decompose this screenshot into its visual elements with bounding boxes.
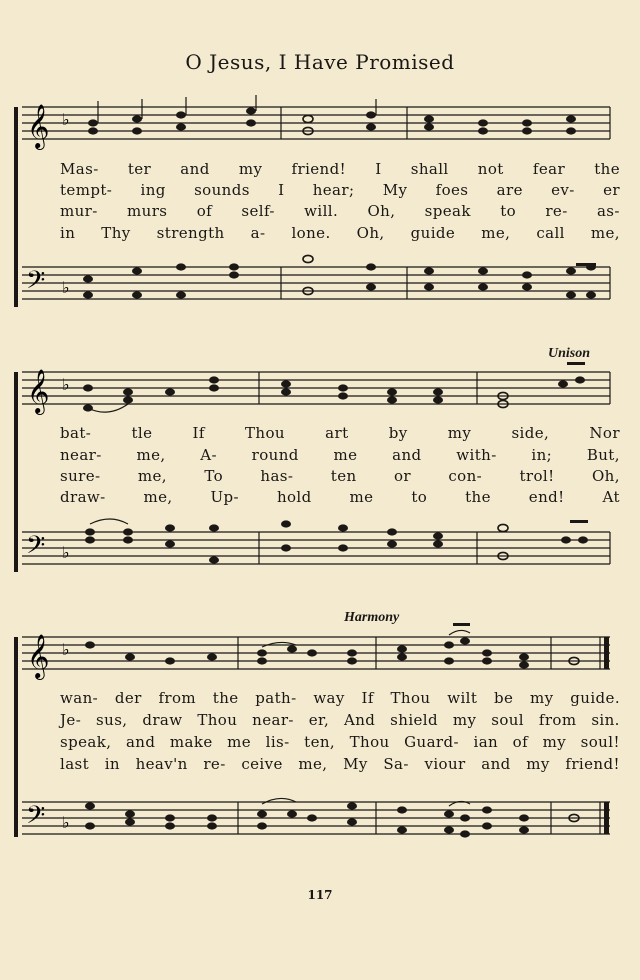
unison-marking: Unison (548, 346, 591, 361)
system-2-bass-staff (0, 520, 640, 580)
system-1-bass-staff (0, 255, 640, 315)
hymn-title: O Jesus, I Have Promised (185, 50, 455, 74)
svg-text:𝄞: 𝄞 (27, 369, 50, 413)
svg-text:𝄞: 𝄞 (27, 634, 50, 678)
svg-text:𝄢: 𝄢 (26, 531, 46, 566)
bass-clef-icon: 𝄢 (26, 266, 46, 301)
system-1-treble-staff (0, 95, 640, 155)
system-3-verse-3: speak, and make me lis- ten, Thou Guard- ian of my soul! (60, 733, 620, 751)
svg-text:♭: ♭ (62, 110, 70, 129)
system-3-treble-staff (0, 625, 640, 685)
system-1-verse-4: in Thy strength a- lone. Oh, guide me, call me, (60, 224, 620, 242)
harmony-marking: Harmony (344, 610, 400, 625)
svg-text:𝄢: 𝄢 (26, 801, 46, 836)
system-3-verse-4: last in heav'n re- ceive me, My Sa- viour and my friend! (60, 755, 620, 773)
svg-text:♭: ♭ (62, 278, 70, 297)
page-number: 117 (307, 888, 333, 902)
treble-clef-icon: 𝄞 (27, 104, 50, 148)
system-1-verse-1: Mas- ter and my friend! I shall not fear the (60, 160, 620, 178)
system-2-treble-staff (0, 360, 640, 420)
system-1-verse-3: mur- murs of self- will. Oh, speak to re- as- (60, 202, 620, 220)
system-3-bass-staff (0, 790, 640, 850)
svg-text:♭: ♭ (62, 543, 70, 562)
system-3-verse-2: Je- sus, draw Thou near- er, And shield my soul from sin. (60, 711, 620, 729)
system-2-verse-4: draw- me, Up- hold me to the end! At (60, 488, 620, 506)
system-2-verse-2: near- me, A- round me and with- in; But, (60, 446, 620, 464)
svg-text:♭: ♭ (62, 640, 70, 659)
system-1-verse-2: tempt- ing sounds I hear; My foes are ev- er (60, 181, 620, 199)
system-2-verse-1: bat- tle If Thou art by my side, Nor (60, 424, 620, 442)
system-3-verse-1: wan- der from the path- way If Thou wilt be my guide. (60, 689, 620, 707)
svg-text:♭: ♭ (62, 375, 70, 394)
system-2-verse-3: sure- me, To has- ten or con- trol! Oh, (60, 467, 620, 485)
svg-text:♭: ♭ (62, 813, 70, 832)
